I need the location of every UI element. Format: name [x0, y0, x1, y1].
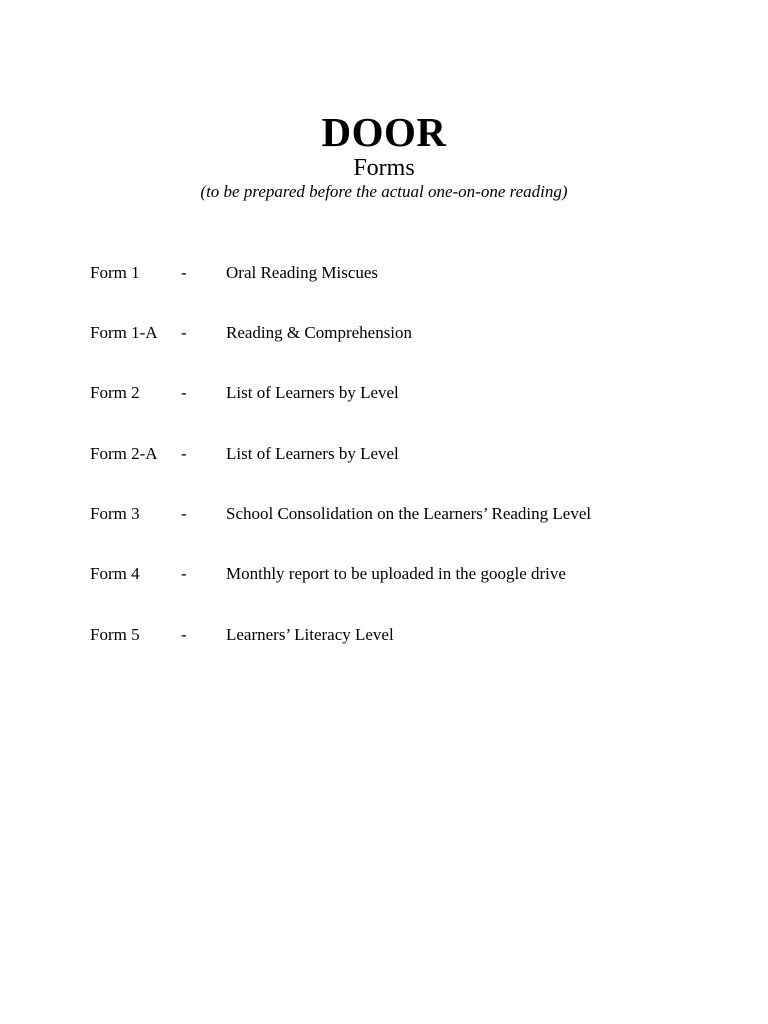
form-description: Monthly report to be uploaded in the google drive — [226, 564, 566, 583]
form-separator: - — [181, 564, 187, 583]
form-list-item — [0, 561, 768, 587]
document-title: DOOR — [321, 109, 447, 155]
form-description: Reading & Comprehension — [226, 323, 413, 342]
form-description: School Consolidation on the Learners’ Reading Level — [226, 504, 592, 523]
form-list-item — [0, 320, 768, 346]
form-code: Form 2 — [90, 383, 140, 402]
form-separator: - — [181, 323, 187, 342]
form-list-item — [0, 441, 768, 467]
form-description: Oral Reading Miscues — [226, 263, 379, 282]
form-description: List of Learners by Level — [226, 444, 399, 463]
form-description: Learners’ Literacy Level — [226, 625, 394, 644]
form-code: Form 2-A — [90, 444, 158, 463]
form-code: Form 4 — [90, 564, 140, 583]
document-subtitle: Forms — [353, 155, 415, 181]
preparation-note: (to be prepared before the actual one-on-one reading) — [200, 182, 568, 201]
form-separator: - — [181, 625, 187, 644]
form-code: Form 1-A — [90, 323, 158, 342]
form-list-item — [0, 622, 768, 648]
form-separator: - — [181, 444, 187, 463]
form-code: Form 5 — [90, 625, 140, 644]
form-code: Form 1 — [90, 263, 140, 282]
form-separator: - — [181, 263, 187, 282]
form-code: Form 3 — [90, 504, 140, 523]
form-separator: - — [181, 504, 187, 523]
form-list-item — [0, 501, 768, 527]
form-description: List of Learners by Level — [226, 383, 399, 402]
form-list-item — [0, 260, 768, 286]
form-list-item — [0, 380, 768, 406]
form-separator: - — [181, 383, 187, 402]
